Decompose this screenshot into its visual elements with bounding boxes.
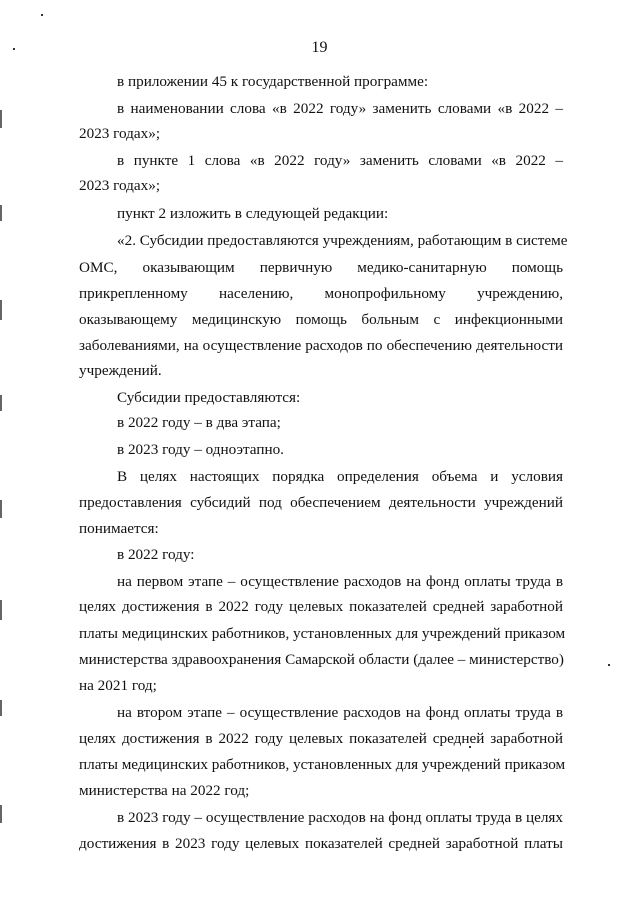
text-line: ОМС, оказывающим первичную медико-санитарную помощь [79, 259, 563, 276]
scan-mark [0, 110, 2, 128]
scan-mark [0, 395, 2, 411]
text-line: в 2022 году – в два этапа; [117, 414, 281, 431]
text-line: учреждений. [79, 362, 162, 379]
text-line: министерства здравоохранения Самарской области (далее – министерство) [79, 651, 564, 668]
page-number: 19 [311, 39, 328, 56]
scan-mark [0, 600, 2, 620]
text-line: в 2023 году – осуществление расходов на фонд оплаты труда в целях [117, 809, 563, 826]
text-line: в 2023 году – одноэтапно. [117, 441, 284, 458]
text-line: на 2021 год; [79, 677, 157, 694]
text-line: целях достижения в 2022 году целевых показателей средней заработной [79, 598, 563, 615]
text-line: Субсидии предоставляются: [117, 389, 301, 406]
text-line: министерства на 2022 год; [79, 782, 250, 799]
scan-mark [0, 700, 2, 716]
text-line: пункт 2 изложить в следующей редакции: [117, 205, 389, 222]
text-line: «2. Субсидии предоставляются учреждениям, работающим в системе [117, 232, 568, 249]
scan-mark [0, 500, 2, 518]
scan-mark [0, 205, 2, 221]
scan-mark [0, 805, 2, 823]
text-line: 2023 годах»; [79, 125, 161, 142]
text-line: достижения в 2023 году целевых показателей средней заработной платы [79, 835, 563, 852]
text-line: оказывающему медицинскую помощь больным с инфекционными [79, 311, 563, 328]
scan-mark [608, 664, 610, 666]
text-line: в пункте 1 слова «в 2022 году» заменить словами «в 2022 – [117, 152, 563, 169]
text-line: в наименовании слова «в 2022 году» заменить словами «в 2022 – [117, 100, 563, 117]
text-line: в 2022 году: [117, 546, 195, 563]
scan-mark [0, 300, 2, 320]
text-line: заболеваниями, на осуществление расходов по обеспечению деятельности [79, 337, 563, 354]
text-line: на втором этапе – осуществление расходов на фонд оплаты труда в [117, 704, 563, 721]
text-line: 2023 годах»; [79, 177, 161, 194]
scan-mark [41, 14, 43, 16]
text-line: предоставления субсидий под обеспечением деятельности учреждений [79, 494, 563, 511]
text-line: платы медицинских работников, установленных для учреждений приказом [79, 756, 566, 773]
text-line: прикрепленному населению, монопрофильному учреждению, [79, 285, 563, 302]
text-line: платы медицинских работников, установленных для учреждений приказом [79, 625, 566, 642]
text-line: В целях настоящих порядка определения объема и условия [117, 468, 563, 485]
text-line: целях достижения в 2022 году целевых показателей средней заработной [79, 730, 563, 747]
text-line: понимается: [79, 520, 159, 537]
text-line: на первом этапе – осуществление расходов на фонд оплаты труда в [117, 573, 563, 590]
text-line: в приложении 45 к государственной программе: [117, 73, 429, 90]
